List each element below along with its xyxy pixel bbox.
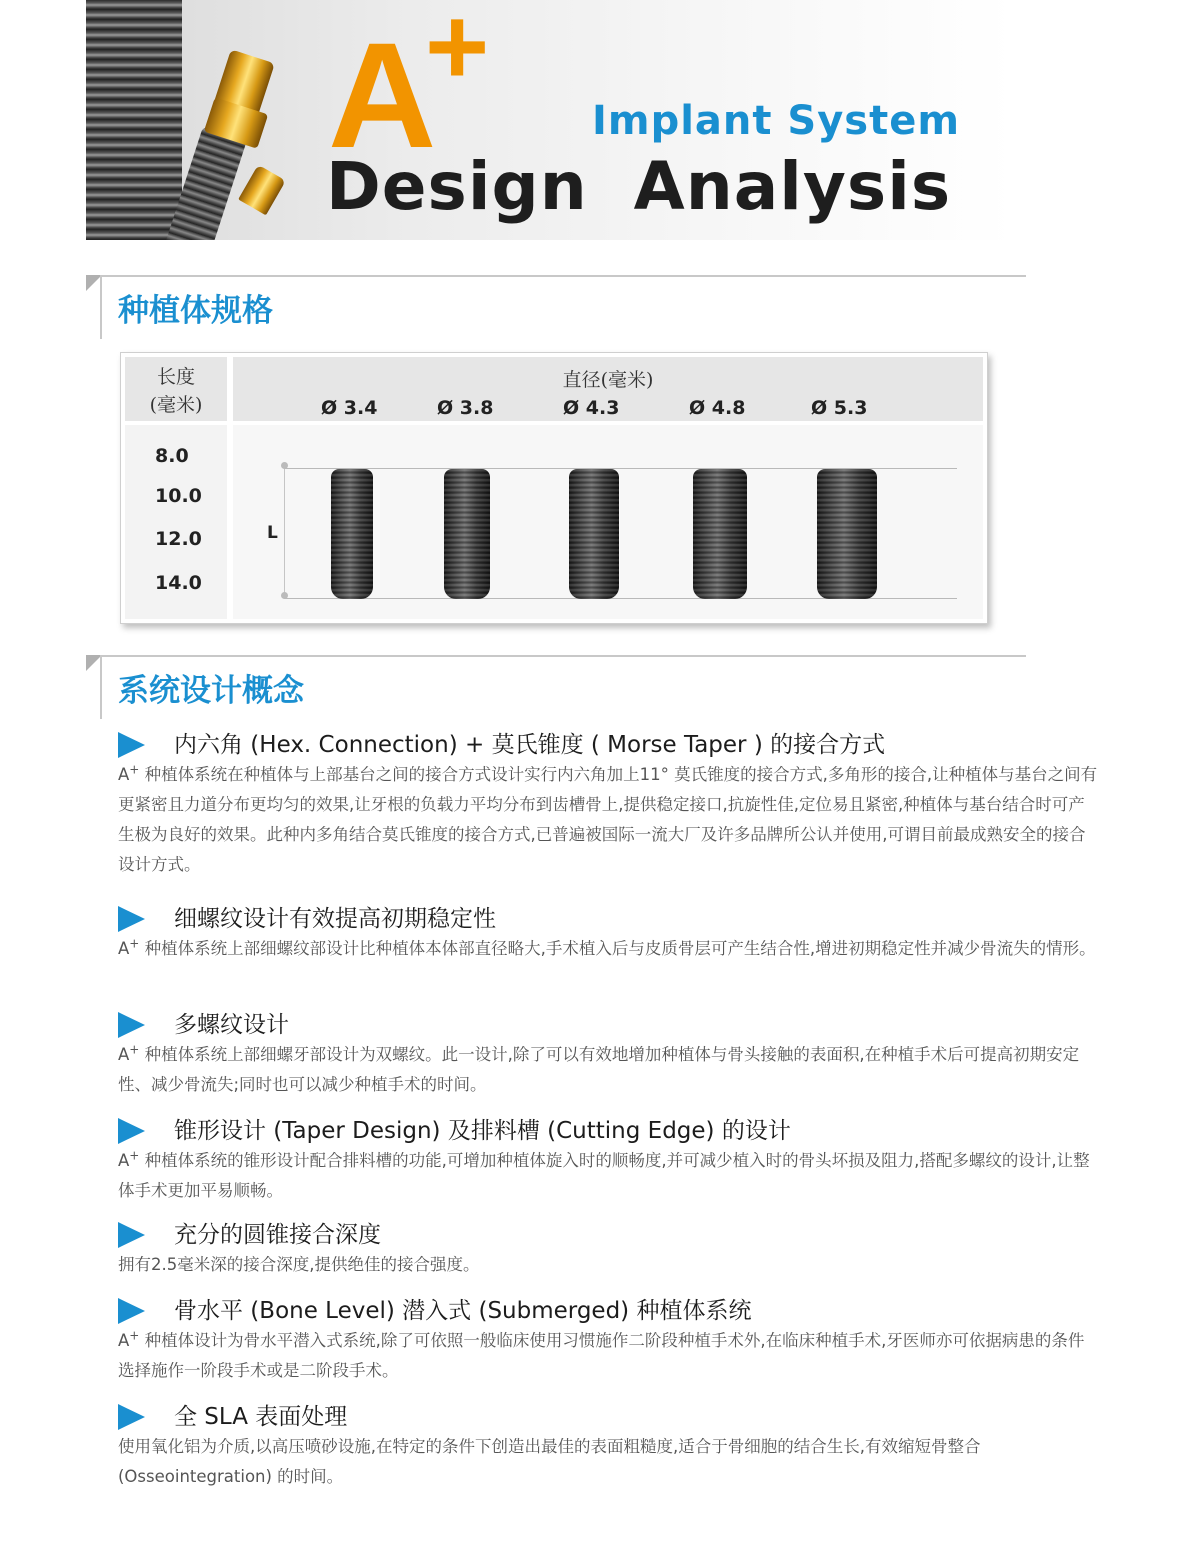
feature-body [118, 1432, 1098, 1492]
brand-sup: + [129, 762, 140, 777]
brand-sup: + [129, 1328, 140, 1343]
section-header-spec [86, 275, 1026, 339]
feature-body [118, 1146, 1098, 1206]
brand-prefix: A [118, 1151, 130, 1170]
feature-text: 种植体系统在种植体与上部基台之间的接合方式设计实行内六角加上11° 莫氏锥度的接合方式,多角形的接合,让种植体与基台之间有更紧密且力道分布更均匀的效果,让牙根的负载力平均分布到齿槽骨上,提供稳定接口,抗旋性佳,定位易且紧密,种植体与基台结合时可产生极为良好的效果。此种内多角结合莫氏锥度的接合方式,已普遍被国际一流大厂及许多品牌所公认并使用,可谓目前最成熟安全的接合设计方式。 [118, 765, 1098, 874]
feature-title: 多螺纹设计 [174, 1012, 289, 1038]
brand-prefix: A [118, 1045, 130, 1064]
diameter-label: Ø 4.3 [563, 397, 620, 419]
brand-prefix: A [118, 765, 130, 784]
implant-image-4-3 [569, 469, 619, 599]
brand-sup: + [129, 1148, 140, 1163]
length-header-line2: (毫米) [149, 394, 203, 416]
section-header-design [86, 655, 1026, 719]
bullet-triangle-icon [118, 1298, 145, 1324]
subtitle: Implant System [592, 98, 961, 144]
implant-image-3-8 [444, 469, 490, 599]
length-guide-line [284, 465, 285, 599]
brand-sup: + [129, 936, 140, 951]
brand-prefix: A [118, 939, 130, 958]
divider [100, 655, 1026, 657]
feature-text: 种植体系统上部细螺纹部设计比种植体本体部直径略大,手术植入后与皮质骨层可产生结合性,增进初期稳定性并减少骨流失的情形。 [139, 939, 1096, 958]
feature-text: 种植体设计为骨水平潜入式系统,除了可依照一般临床使用习惯施作二阶段种植手术外,在临床种植手术,牙医师亦可依据病患的条件选择施作一阶段手术或是二阶段手术。 [118, 1331, 1085, 1380]
feature-title: 细螺纹设计有效提高初期稳定性 [174, 906, 496, 932]
divider [100, 275, 1026, 277]
diameter-header: 直径(毫米) [562, 369, 654, 391]
brand-prefix: A [118, 1331, 130, 1350]
brand-letter: A [328, 11, 437, 179]
section-title: 种植体规格 [118, 293, 273, 329]
guide-dot [281, 462, 288, 469]
feature-body [118, 1040, 1098, 1100]
bullet-triangle-icon [118, 906, 145, 932]
feature-title: 锥形设计 (Taper Design) 及排料槽 (Cutting Edge) 的设计 [174, 1118, 791, 1144]
feature-text: 拥有2.5毫米深的接合深度,提供绝佳的接合强度。 [118, 1255, 480, 1274]
length-label: 14.0 [155, 572, 202, 594]
length-label: 10.0 [155, 485, 202, 507]
feature-text: 种植体系统上部细螺牙部设计为双螺纹。此一设计,除了可以有效地增加种植体与骨头接触的表面积,在种植手术后可提高初期安定性、减少骨流失;同时也可以减少种植手术的时间。 [118, 1045, 1080, 1094]
divider-vertical [100, 655, 102, 719]
feature-title: 骨水平 (Bone Level) 潜入式 (Submerged) 种植体系统 [174, 1298, 752, 1324]
diameter-label: Ø 3.8 [437, 397, 494, 419]
brand-plus: + [425, 0, 490, 108]
length-marker: L [267, 523, 278, 543]
feature-body [118, 934, 1098, 964]
implant-image-4-8 [693, 469, 747, 599]
feature-body [118, 1326, 1098, 1386]
page-title: Design Analysis [326, 148, 952, 225]
feature-title: 内六角 (Hex. Connection) + 莫氏锥度 ( Morse Taper ) 的接合方式 [174, 732, 886, 758]
brand-sup: + [129, 1042, 140, 1057]
feature-body [118, 1250, 1098, 1280]
bullet-triangle-icon [118, 1222, 145, 1248]
length-label: 12.0 [155, 528, 202, 550]
gold-abutment-image-small [238, 165, 286, 216]
bullet-triangle-icon [118, 1118, 145, 1144]
bullet-triangle-icon [118, 732, 145, 758]
feature-body [118, 760, 1098, 880]
length-header-line1: 长度 [156, 366, 195, 388]
feature-text: 种植体系统的锥形设计配合排料槽的功能,可增加种植体旋入时的顺畅度,并可减少植入时的骨头坏损及阻力,搭配多螺纹的设计,让整体手术更加平易顺畅。 [118, 1151, 1090, 1200]
diameter-label: Ø 3.4 [321, 397, 378, 419]
length-label: 8.0 [155, 445, 189, 467]
bullet-triangle-icon [118, 1404, 145, 1430]
implant-image-3-4 [331, 469, 373, 599]
length-header [125, 363, 227, 419]
diameter-label: Ø 4.8 [689, 397, 746, 419]
guide-dot [281, 592, 288, 599]
divider-vertical [100, 275, 102, 339]
implant-image-5-3 [817, 469, 877, 599]
section-title: 系统设计概念 [118, 673, 304, 709]
bullet-triangle-icon [118, 1012, 145, 1038]
diameter-label: Ø 5.3 [811, 397, 868, 419]
feature-text: 使用氧化铝为介质,以高压喷砂设施,在特定的条件下创造出最佳的表面粗糙度,适合于骨细胞的结合生长,有效缩短骨整合 (Osseointegration) 的时间。 [118, 1437, 981, 1486]
feature-title: 全 SLA 表面处理 [174, 1404, 348, 1430]
spec-table [120, 352, 988, 624]
implant-thread-image [86, 0, 182, 240]
feature-title: 充分的圆锥接合深度 [174, 1222, 381, 1248]
